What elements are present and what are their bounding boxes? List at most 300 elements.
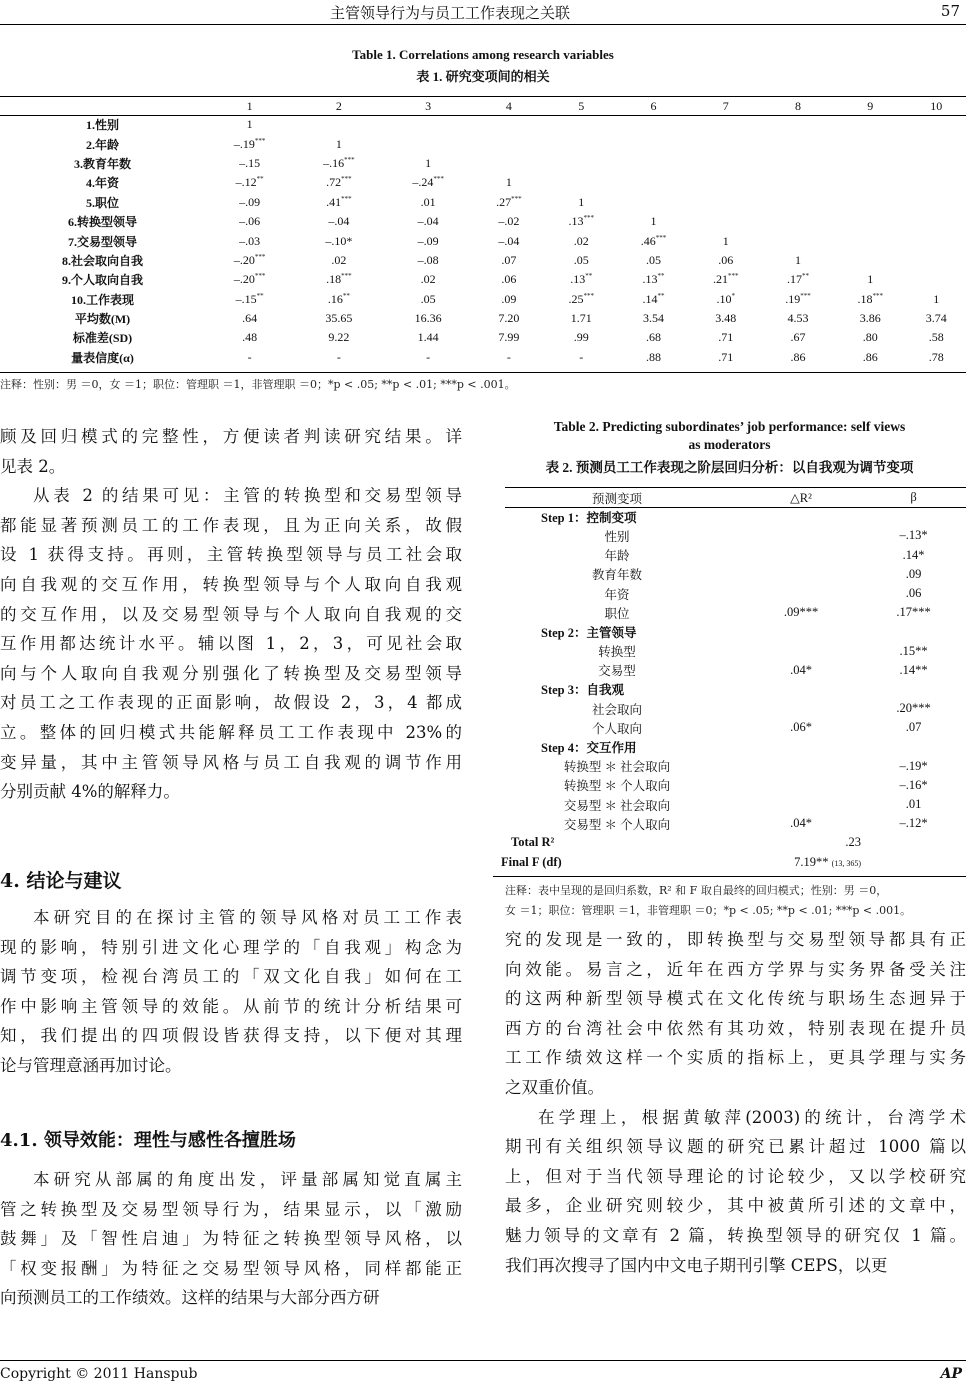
total-r2-label: Total R² [511, 835, 555, 850]
table-cell [205, 328, 294, 347]
cell-value: –.02 [498, 214, 520, 229]
table1-bottom-rule [0, 372, 966, 373]
row-label: 平均数(M) [74, 312, 131, 327]
table-cell [473, 309, 545, 328]
cell-value: 3.48 [715, 311, 737, 326]
header-predictor: 预测变项 [591, 491, 642, 506]
table-row [0, 231, 966, 250]
cell-value: .13 [642, 272, 658, 287]
table1-title-zh: 表 1. 研究变项间的相关 [416, 69, 550, 84]
table-cell [906, 115, 966, 134]
table-cell [545, 134, 617, 153]
table-row [0, 290, 966, 309]
table-cell [473, 115, 545, 134]
step-label: Step 3：自我观 [541, 683, 624, 698]
table1-header-row [0, 98, 966, 115]
table-cell [834, 251, 906, 270]
table-cell [205, 231, 294, 250]
table-row [493, 584, 966, 603]
footer-copyright: Copyright © 2011 Hanspub [0, 1366, 198, 1382]
table-row [493, 699, 966, 718]
beta-value: –.12* [899, 816, 928, 831]
delta-r2-value [741, 584, 861, 603]
table-cell [473, 212, 545, 231]
column-header: 10 [930, 99, 943, 113]
predictor-label: 交易型 ＊ 社会取向 [563, 798, 671, 813]
table-row [493, 737, 966, 756]
table-cell [617, 212, 689, 231]
text-line: 调节变项，检视台湾员工的「双文化自我」如何在工 [0, 967, 462, 987]
text-line: 见表 2。 [0, 456, 66, 476]
table-cell [834, 309, 906, 328]
predictor-label: 转换型 [598, 645, 636, 660]
text-line: 分别贡献 4%的解释力。 [0, 782, 180, 802]
table-cell [473, 270, 545, 289]
table-cell [906, 193, 966, 212]
text-line: 设 1 获得支持。再则，主管转换型领导与员工社会取 [0, 545, 462, 565]
table-cell [906, 348, 966, 367]
table2-header-row [493, 488, 966, 507]
table-cell [473, 193, 545, 212]
final-f: 7.19** [794, 854, 829, 869]
table-cell [617, 193, 689, 212]
step-label: Step 1：控制变项 [541, 510, 637, 525]
cell-value: 1 [505, 175, 512, 190]
table-cell [384, 290, 473, 309]
text-line: 管之转换型及交易型领导行为，结果显示，以「激励 [0, 1199, 462, 1219]
row-label: 1.性别 [85, 118, 119, 133]
cell-value: .80 [862, 330, 878, 345]
table-cell [617, 328, 689, 347]
significance-mark: ** [342, 291, 350, 300]
cell-value: .67 [790, 330, 806, 345]
text-line: 向与个人取向自我观分别强化了转换型及交易型领导 [0, 663, 462, 683]
cell-value: –.19 [233, 136, 255, 151]
step-label: Step 2：主管领导 [541, 625, 637, 640]
cell-value: –.10* [325, 233, 353, 248]
table-cell [205, 115, 294, 134]
section-heading-4: 4. 结论与建议 [0, 870, 122, 892]
beta-value: .14** [899, 662, 928, 677]
cell-value: –.04 [328, 214, 350, 229]
predictor-label: 转换型 ＊ 社会取向 [563, 760, 671, 775]
table-cell [294, 251, 383, 270]
row-label: 3.教育年数 [73, 156, 131, 171]
cell-value: –.12 [235, 175, 257, 190]
table-cell [473, 134, 545, 153]
cell-value: –.06 [239, 214, 261, 229]
cell-value: .05 [420, 291, 436, 306]
table-cell [690, 251, 762, 270]
table-cell [205, 290, 294, 309]
table-cell [205, 212, 294, 231]
significance-mark: * [731, 291, 735, 300]
table-cell [762, 154, 834, 173]
table-cell [762, 270, 834, 289]
row-label: 5.职位 [85, 195, 119, 210]
beta-value [861, 680, 966, 699]
significance-mark: ** [585, 272, 593, 281]
header-beta: β [910, 490, 917, 505]
cell-value: 1 [335, 136, 342, 151]
text-line: 的这两种新型领导模式在文化传统与职场生态迥异于 [505, 989, 966, 1009]
cell-value: .88 [645, 349, 661, 364]
table-cell [690, 309, 762, 328]
table-cell [690, 348, 762, 367]
cell-value: 1 [933, 291, 940, 306]
table-cell [617, 173, 689, 192]
delta-r2-value [741, 795, 861, 814]
table-cell [294, 193, 383, 212]
table-cell [834, 154, 906, 173]
cell-value: .27 [496, 194, 512, 209]
significance-mark: *** [254, 272, 266, 281]
cell-value: - [336, 349, 341, 364]
table-row [0, 154, 966, 173]
blank [861, 853, 966, 872]
cell-value: –.04 [498, 233, 520, 248]
cell-value: .06 [718, 252, 734, 267]
table-row [493, 507, 966, 526]
table-cell [473, 328, 545, 347]
cell-value: .13 [570, 272, 586, 287]
cell-value: .18 [326, 272, 342, 287]
cell-value: .01 [420, 194, 436, 209]
cell-value: .02 [420, 272, 436, 287]
text-line: 向自我观的交互作用，转换型领导与个人取向自我观 [0, 574, 462, 594]
table-row [0, 270, 966, 289]
delta-r2-value: .04* [790, 662, 812, 677]
table-cell [617, 270, 689, 289]
table-cell [384, 309, 473, 328]
table-cell [906, 231, 966, 250]
delta-r2-value [741, 757, 861, 776]
cell-value: 1.71 [570, 311, 592, 326]
table-cell [294, 309, 383, 328]
total-r2-value: .23 [845, 835, 861, 850]
cell-value: .99 [573, 330, 589, 345]
table-row [493, 776, 966, 795]
predictor-label: 职位 [604, 606, 630, 621]
delta-r2-value [741, 565, 861, 584]
paragraph [505, 1103, 966, 1281]
cell-value: .05 [645, 252, 661, 267]
column-header: 3 [425, 99, 432, 113]
beta-value: .07 [905, 720, 922, 735]
cell-value: .05 [573, 252, 589, 267]
beta-value: –.16* [899, 777, 928, 792]
text-line: 在学理上，根据黄敏萍(2003)的统计，台湾学术 [538, 1107, 966, 1127]
cell-value: 7.20 [498, 311, 520, 326]
table1-note: 注释：性别：男 ＝0，女 ＝1；职位：管理职 ＝1，非管理职 ＝0；*p < .05; **p < .01; ***p < .001。 [0, 378, 516, 391]
table-cell [617, 231, 689, 250]
table-cell [473, 348, 545, 367]
beta-value [861, 622, 966, 641]
row-label: 8.社会取向自我 [61, 253, 143, 268]
delta-r2-value [741, 642, 861, 661]
table-cell [617, 309, 689, 328]
cell-value: .17 [786, 272, 802, 287]
cell-value: .41 [326, 194, 342, 209]
significance-mark: *** [341, 272, 352, 281]
row-label: 9.个人取向自我 [61, 273, 143, 288]
cell-value: –.20 [233, 252, 255, 267]
cell-value: .72 [326, 175, 342, 190]
cell-value: .48 [242, 330, 258, 345]
cell-value: –.08 [417, 252, 439, 267]
beta-value: .17*** [896, 605, 931, 620]
row-label: 10.工作表现 [70, 292, 134, 307]
cell-value: 3.74 [925, 311, 947, 326]
table-cell [906, 173, 966, 192]
predictor-label: 年龄 [604, 549, 630, 564]
text-line: 的交互作用，以及交易型领导与个人取向自我观的交 [0, 604, 462, 624]
cell-value: 35.65 [325, 311, 353, 326]
table-cell [205, 154, 294, 173]
cell-value: 4.53 [787, 311, 809, 326]
table-cell [906, 270, 966, 289]
table-cell [205, 309, 294, 328]
cell-value: .25 [568, 291, 584, 306]
table-cell [473, 154, 545, 173]
table-cell [762, 290, 834, 309]
cell-value: 3.86 [859, 311, 881, 326]
cell-value: 3.54 [642, 311, 664, 326]
cell-value: - [426, 349, 431, 364]
text-line: 究的发现是一致的，即转换型与交易型领导都具有正 [505, 930, 966, 949]
text-line: 现的影响，特别引进文化心理学的「自我观」构念为 [0, 937, 462, 957]
table-cell [617, 134, 689, 153]
correlation-table [0, 98, 966, 367]
table-cell [294, 290, 383, 309]
significance-mark: *** [511, 194, 522, 203]
table-cell [762, 173, 834, 192]
table-cell [617, 348, 689, 367]
cell-value: .21 [712, 272, 728, 287]
cell-value: 1 [246, 117, 253, 132]
table-cell [762, 251, 834, 270]
table-cell [690, 270, 762, 289]
table-row [0, 212, 966, 231]
table-cell [384, 173, 473, 192]
paragraph [0, 481, 462, 807]
delta-r2-value [741, 737, 861, 756]
cell-value: –.24 [412, 175, 434, 190]
footer-rule [0, 1360, 966, 1361]
cell-value: 1.44 [417, 330, 439, 345]
beta-value: .15** [899, 643, 928, 658]
table-row [0, 309, 966, 328]
cell-value: –.09 [239, 194, 261, 209]
table-cell [762, 231, 834, 250]
table2-bottom-rule [493, 876, 966, 877]
text-line: 期刊有关组织领导议题的研究已累计超过 1000 篇以 [505, 1137, 966, 1157]
table-row [493, 565, 966, 584]
blank [861, 833, 966, 852]
beta-value: .06 [905, 586, 922, 601]
text-line: 我们再次搜寻了国内中文电子期刊引擎 CEPS，以更 [505, 1255, 888, 1275]
table-cell [384, 193, 473, 212]
significance-mark: ** [657, 291, 665, 300]
delta-r2-value: .09*** [783, 605, 819, 620]
running-title: 主管领导行为与员工工作表现之关联 [330, 4, 571, 22]
cell-value: .14 [642, 291, 658, 306]
table-cell [617, 115, 689, 134]
cell-value: 1 [425, 155, 432, 170]
significance-mark: *** [655, 233, 667, 242]
delta-r2-value [741, 546, 861, 565]
table-cell [384, 115, 473, 134]
text-line: 顾及回归模式的完整性，方便读者判读研究结果。详 [0, 427, 462, 446]
left-column-2 [0, 903, 462, 1081]
delta-r2-value [741, 699, 861, 718]
cell-value: 1 [794, 252, 801, 267]
table-row [493, 642, 966, 661]
table-cell [205, 348, 294, 367]
table-row [493, 795, 966, 814]
text-line: 本研究从部属的角度出发，评量部属知觉直属主 [33, 1170, 462, 1189]
table2-note-2: 女 ＝1；职位：管理职 ＝1，非管理职 ＝0；*p < .05; **p < .01; ***p < .001。 [505, 904, 912, 917]
text-line: 立。整体的回归模式共能解释员工工作表现中 23%的 [0, 722, 462, 742]
cell-value: .68 [645, 330, 661, 345]
final-f-label: Final F (df) [501, 854, 562, 869]
table-row [0, 328, 966, 347]
section-heading-4-1: 4.1. 领导效能：理性与感性各擅胜场 [0, 1130, 296, 1151]
beta-value: .14* [902, 547, 925, 562]
header-blank [0, 98, 205, 115]
table-cell [906, 309, 966, 328]
text-line: 魅力领导的文章有 2 篇，转换型领导的研究仅 1 篇。 [505, 1225, 966, 1245]
table-row [0, 115, 966, 134]
significance-mark: *** [433, 175, 444, 184]
text-line: 互作用都达统计水平。辅以图 1，2，3，可见社会取 [0, 634, 462, 654]
table-cell [545, 115, 617, 134]
table-cell [834, 212, 906, 231]
text-line: 工工作绩效这样一个实质的指标上，更具学理与实务 [505, 1048, 966, 1068]
cell-value: .16 [327, 291, 343, 306]
significance-mark: *** [800, 291, 811, 300]
table-cell [834, 270, 906, 289]
table-cell [906, 154, 966, 173]
delta-r2-value: .04* [790, 816, 812, 831]
table-cell [906, 251, 966, 270]
cell-value: - [506, 349, 511, 364]
header-delta-r2: △R² [790, 490, 812, 505]
table-cell [545, 328, 617, 347]
beta-value: –.19* [899, 758, 928, 773]
table2-title-zh: 表 2. 预测员工工作表现之阶层回归分析：以自我观为调节变项 [545, 460, 914, 475]
table-row [0, 251, 966, 270]
table-cell [906, 290, 966, 309]
table-row [493, 603, 966, 622]
cell-value: - [579, 349, 584, 364]
cell-value: .58 [928, 330, 944, 345]
text-line: 上，但对于当代领导理论的讨论较少，又以学校研究 [505, 1166, 966, 1186]
row-label: 2.年龄 [85, 137, 119, 152]
final-f-value [741, 853, 861, 872]
significance-mark: *** [727, 272, 739, 281]
column-header: 1 [246, 99, 253, 113]
table-cell [762, 309, 834, 328]
significance-mark: *** [254, 136, 266, 145]
beta-value: –.13* [899, 528, 928, 543]
table-cell [384, 251, 473, 270]
table-row [493, 622, 966, 641]
table2-title-en-1: Table 2. Predicting subordinates’ job performance: self views [553, 419, 906, 434]
cell-value: .86 [790, 349, 806, 364]
cell-value: –.09 [417, 233, 439, 248]
table-cell [762, 212, 834, 231]
significance-mark: ** [256, 175, 264, 184]
right-column [505, 925, 966, 1280]
significance-mark: *** [344, 155, 355, 164]
cell-value: .46 [640, 233, 656, 248]
beta-value [861, 507, 966, 526]
table-cell [690, 134, 762, 153]
table-cell [906, 134, 966, 153]
delta-r2-value [741, 622, 861, 641]
table-row [493, 546, 966, 565]
significance-mark: ** [657, 272, 665, 281]
table-cell [690, 290, 762, 309]
table-cell [384, 154, 473, 173]
table-cell [545, 154, 617, 173]
significance-mark: *** [583, 214, 594, 223]
left-column-3 [0, 1165, 462, 1313]
table-cell [294, 328, 383, 347]
predictor-label: 社会取向 [591, 702, 642, 717]
predictor-label: 交易型 [598, 664, 636, 679]
page-number: 57 [940, 2, 960, 20]
significance-mark: *** [341, 175, 352, 184]
text-line: 变异量，其中主管领导风格与员工自我观的调节作用 [0, 752, 462, 772]
significance-mark: ** [801, 272, 809, 281]
table-cell [545, 212, 617, 231]
cell-value: 9.22 [328, 330, 350, 345]
table-cell [384, 134, 473, 153]
table1-title-en: Table 1. Correlations among research variables [352, 47, 614, 62]
table-cell [617, 154, 689, 173]
left-column [0, 422, 462, 807]
table-row [0, 173, 966, 192]
predictor-label: 性别 [604, 529, 630, 544]
cell-value: –.20 [233, 272, 255, 287]
cell-value: .64 [242, 311, 258, 326]
paragraph [0, 1165, 462, 1313]
footer-journal: AP [940, 1366, 962, 1382]
row-label: 7.交易型领导 [67, 234, 137, 249]
table-cell [545, 348, 617, 367]
text-line: 「权变报酬」为特征之交易型领导风格，同样都能正 [0, 1258, 462, 1278]
delta-r2-value [741, 680, 861, 699]
row-label: 4.年资 [85, 176, 119, 191]
cell-value: –.03 [239, 233, 261, 248]
beta-value: .01 [905, 797, 922, 812]
predictor-label: 转换型 ＊ 个人取向 [563, 779, 671, 794]
cell-value: 1 [578, 194, 585, 209]
text-line: 知，我们提出的四项假设皆获得支持，以下便对其理 [0, 1026, 462, 1046]
table-row [493, 680, 966, 699]
text-line: 从表 2 的结果可见：主管的转换型和交易型领导 [33, 486, 462, 506]
paragraph [505, 925, 966, 1103]
table-cell [473, 173, 545, 192]
text-line: 之双重价值。 [505, 1077, 604, 1097]
table-cell [205, 173, 294, 192]
table-row [0, 134, 966, 153]
table-cell [384, 328, 473, 347]
predictor-label: 交易型 ＊ 个人取向 [563, 817, 671, 832]
row-label: 6.转换型领导 [67, 215, 137, 230]
